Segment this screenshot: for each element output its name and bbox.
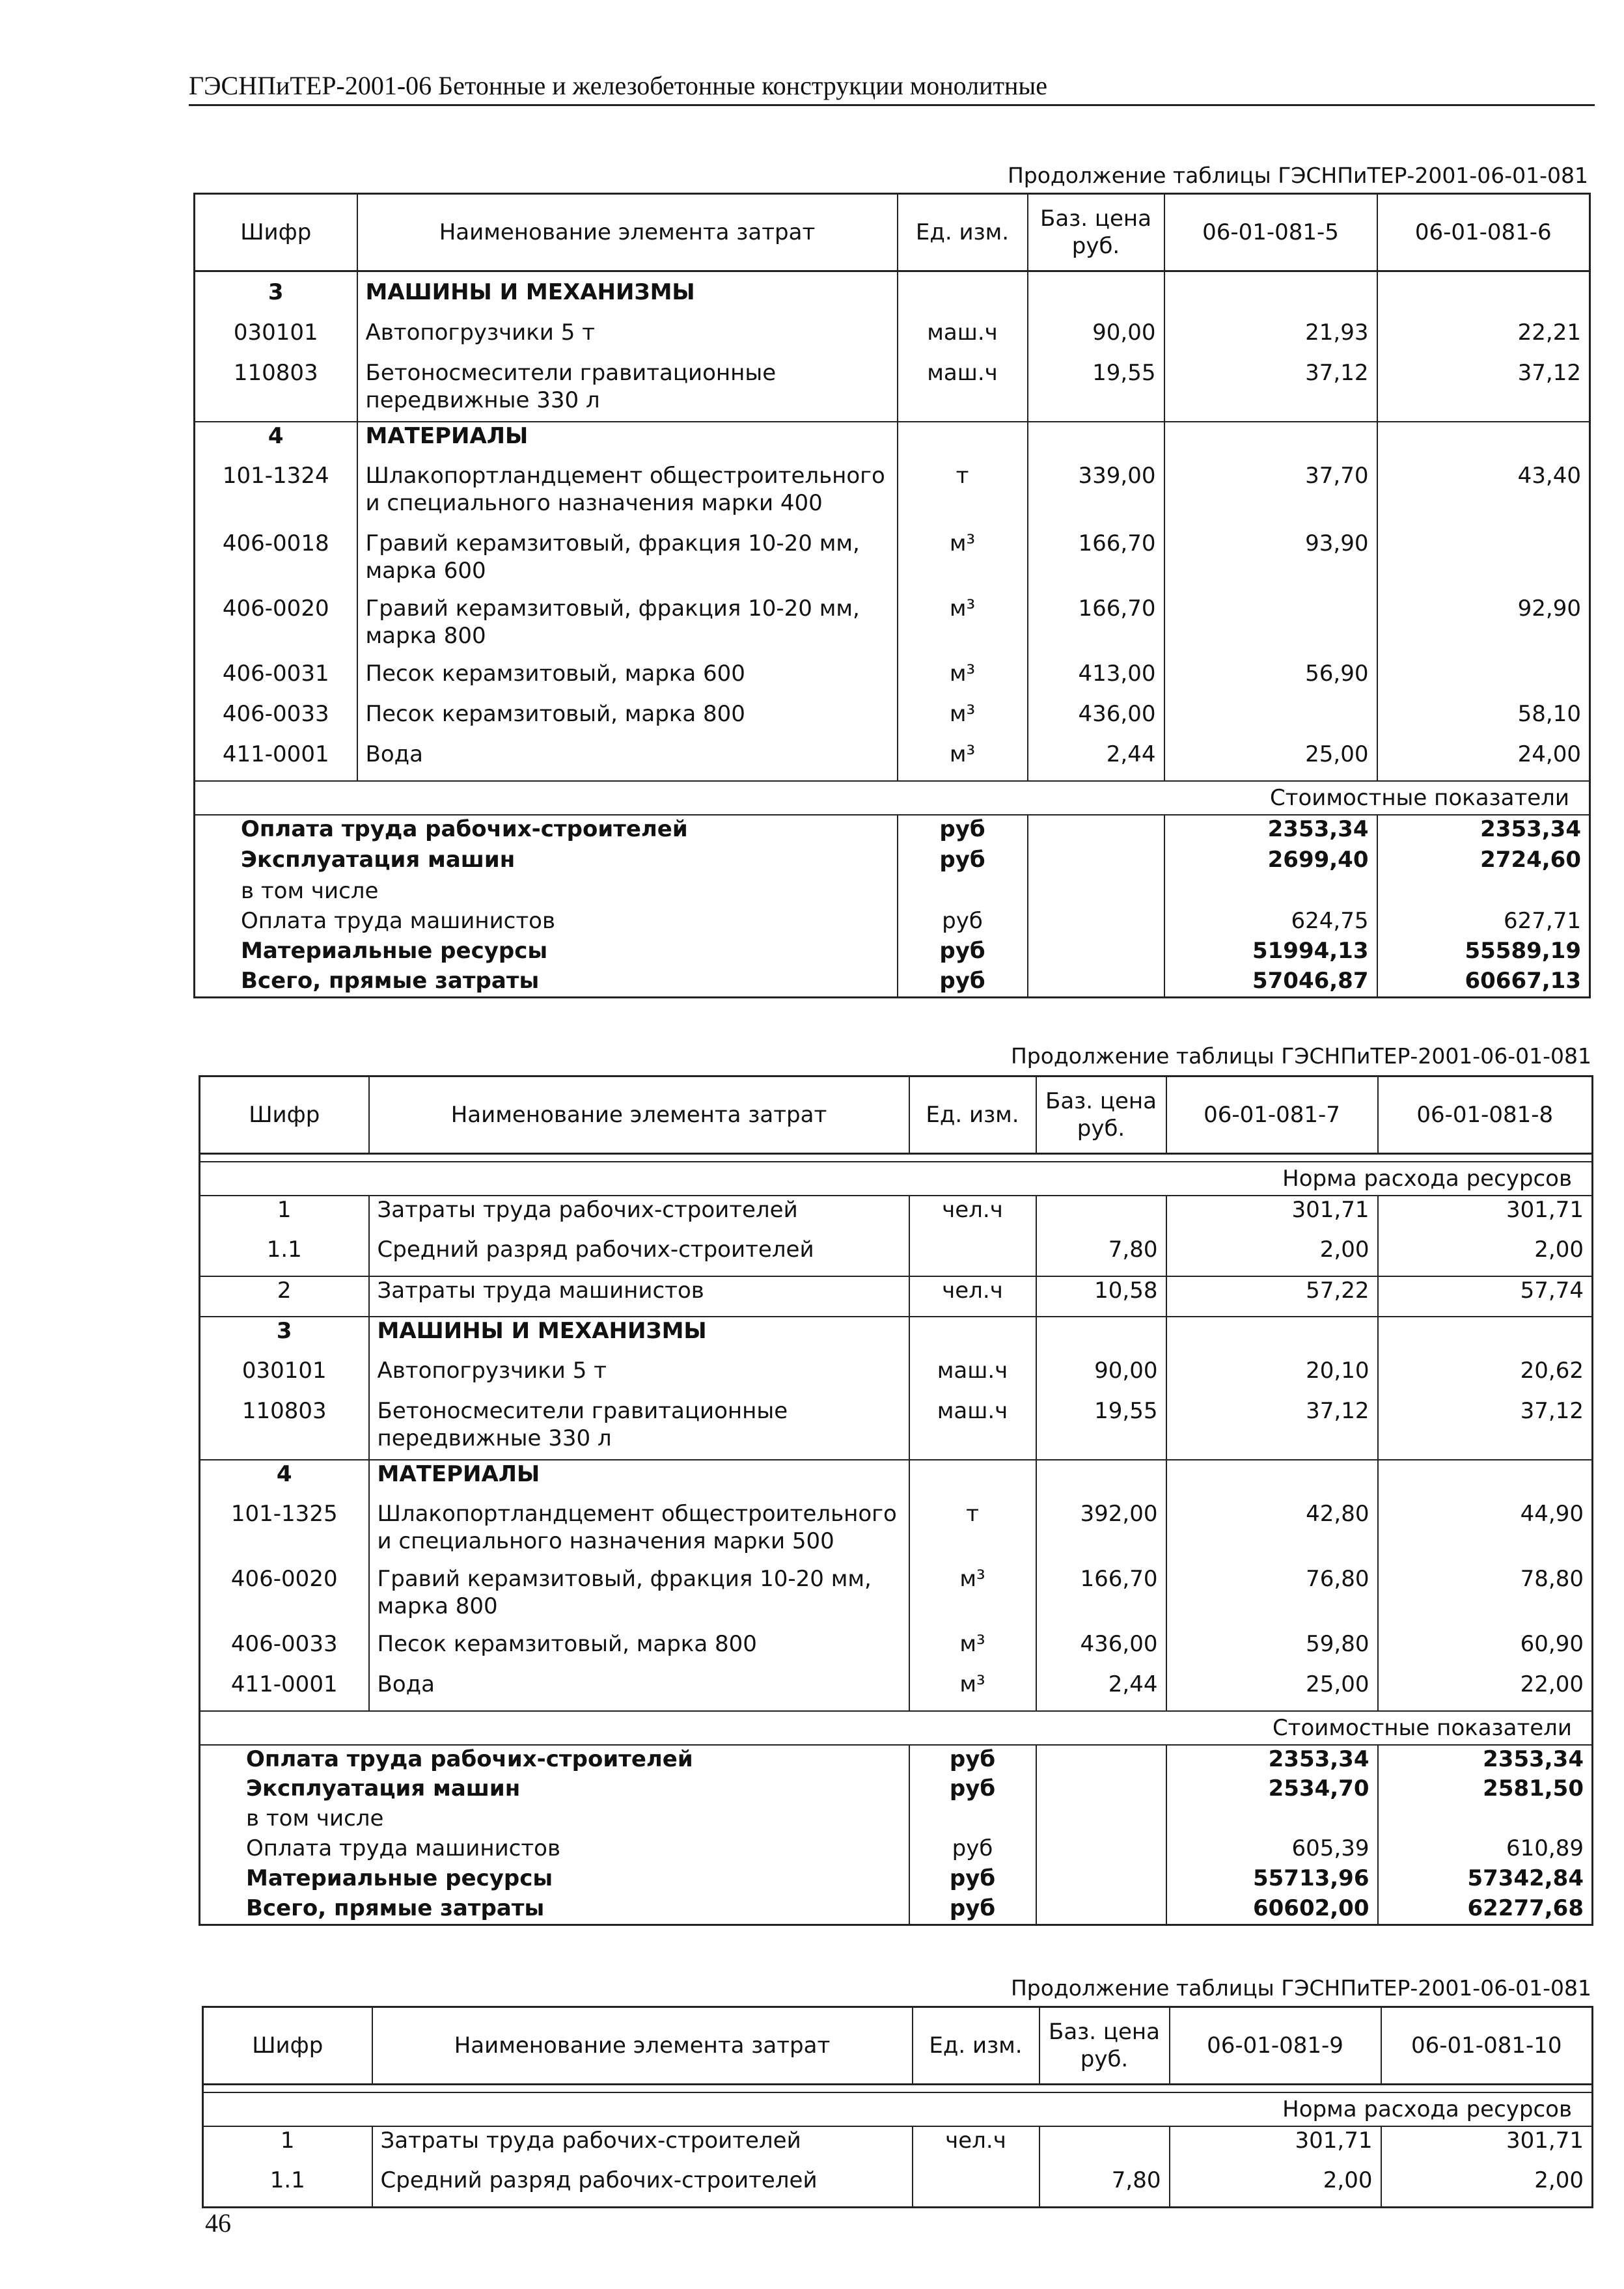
row-code: 030101 bbox=[200, 1357, 369, 1397]
row-value-b: 44,90 bbox=[1378, 1500, 1593, 1565]
table-row bbox=[200, 1317, 1593, 1357]
table-row bbox=[200, 1460, 1593, 1500]
row-price: 436,00 bbox=[1036, 1630, 1166, 1671]
summary-value-a: 624,75 bbox=[1164, 907, 1377, 937]
section-label-norm: Норма расхода ресурсов bbox=[203, 2092, 1593, 2126]
row-unit: м³ bbox=[898, 595, 1028, 660]
header-name: Наименование элемента затрат bbox=[357, 194, 898, 271]
section-band-norm bbox=[203, 2092, 1593, 2126]
row-price bbox=[1039, 2126, 1170, 2167]
section-label-cost: Стоимостные показатели bbox=[195, 781, 1590, 815]
header-price: Баз. цена руб. bbox=[1036, 1076, 1166, 1154]
table-row bbox=[200, 1276, 1593, 1317]
row-unit: чел.ч bbox=[909, 1196, 1036, 1236]
row-name: Гравий керамзитовый, фракция 10-20 мм, марка 800 bbox=[369, 1565, 909, 1630]
table-2-caption: Продолжение таблицы ГЭСНПиТЕР-2001-06-01-081 bbox=[1010, 1043, 1591, 1069]
table-row bbox=[203, 2126, 1593, 2167]
summary-row bbox=[195, 877, 1590, 907]
row-value-a: 2,00 bbox=[1170, 2167, 1381, 2207]
row-price: 166,70 bbox=[1036, 1565, 1166, 1630]
section-band-cost bbox=[195, 781, 1590, 815]
row-name: Средний разряд рабочих-строителей bbox=[372, 2167, 913, 2207]
row-value-b: 22,00 bbox=[1378, 1671, 1593, 1711]
row-price: 166,70 bbox=[1028, 530, 1164, 595]
table-header bbox=[203, 2007, 1593, 2085]
row-name: Песок керамзитовый, марка 800 bbox=[357, 700, 898, 741]
row-unit: м³ bbox=[909, 1671, 1036, 1711]
section-band-cost bbox=[200, 1711, 1593, 1745]
table-row bbox=[195, 319, 1590, 359]
summary-value-b: 55589,19 bbox=[1377, 937, 1590, 967]
summary-label: Всего, прямые затраты bbox=[195, 967, 898, 997]
row-unit: м³ bbox=[898, 660, 1028, 700]
header-unit: Ед. изм. bbox=[913, 2007, 1039, 2085]
summary-value-a: 605,39 bbox=[1166, 1835, 1378, 1865]
row-value-b: 60,90 bbox=[1378, 1630, 1593, 1671]
summary-label: в том числе bbox=[200, 1805, 909, 1835]
row-name: Вода bbox=[369, 1671, 909, 1711]
row-value-a: 301,71 bbox=[1170, 2126, 1381, 2167]
row-value-a: 37,12 bbox=[1166, 1397, 1378, 1460]
table-row bbox=[195, 660, 1590, 700]
row-value-b: 78,80 bbox=[1378, 1565, 1593, 1630]
summary-value-b: 2353,34 bbox=[1377, 815, 1590, 846]
row-code: 030101 bbox=[195, 319, 357, 359]
summary-value-a: 55713,96 bbox=[1166, 1865, 1378, 1895]
table-3-caption: Продолжение таблицы ГЭСНПиТЕР-2001-06-01-081 bbox=[1010, 1975, 1591, 2001]
summary-row bbox=[200, 1835, 1593, 1865]
summary-value-a: 2699,40 bbox=[1164, 846, 1377, 877]
header-unit: Ед. изм. bbox=[898, 194, 1028, 271]
row-value-a: 76,80 bbox=[1166, 1565, 1378, 1630]
summary-value-b: 62277,68 bbox=[1378, 1895, 1593, 1925]
summary-value-b: 2353,34 bbox=[1378, 1745, 1593, 1775]
row-unit: маш.ч bbox=[909, 1357, 1036, 1397]
running-head: ГЭСНПиТЕР-2001-06 Бетонные и железобетонные конструкции монолитные bbox=[189, 70, 1595, 106]
row-value-b: 2,00 bbox=[1381, 2167, 1593, 2207]
row-value-a: 42,80 bbox=[1166, 1500, 1378, 1565]
row-price: 2,44 bbox=[1036, 1671, 1166, 1711]
row-unit: маш.ч bbox=[898, 359, 1028, 422]
row-price: 166,70 bbox=[1028, 595, 1164, 660]
section-band-norm bbox=[200, 1162, 1593, 1196]
row-value-a: 37,70 bbox=[1164, 462, 1377, 530]
row-unit: м³ bbox=[898, 530, 1028, 595]
row-unit: маш.ч bbox=[909, 1397, 1036, 1460]
row-code: 101-1324 bbox=[195, 462, 357, 530]
summary-value-a: 57046,87 bbox=[1164, 967, 1377, 997]
summary-row bbox=[200, 1745, 1593, 1775]
page-number: 46 bbox=[205, 2208, 231, 2238]
summary-row bbox=[200, 1775, 1593, 1805]
summary-label: Оплата труда машинистов bbox=[200, 1835, 909, 1865]
summary-unit: руб bbox=[898, 815, 1028, 846]
row-name: МАТЕРИАЛЫ bbox=[369, 1460, 909, 1500]
summary-unit: руб bbox=[898, 937, 1028, 967]
row-code: 3 bbox=[200, 1317, 369, 1357]
summary-value-b: 2724,60 bbox=[1377, 846, 1590, 877]
table-row bbox=[200, 1671, 1593, 1711]
summary-label: Материальные ресурсы bbox=[195, 937, 898, 967]
row-name: Шлакопортландцемент общестроительного и специального назначения марки 500 bbox=[369, 1500, 909, 1565]
row-value-b: 20,62 bbox=[1378, 1357, 1593, 1397]
row-name: Песок керамзитовый, марка 600 bbox=[357, 660, 898, 700]
summary-value-a: 2534,70 bbox=[1166, 1775, 1378, 1805]
row-code: 406-0020 bbox=[200, 1565, 369, 1630]
header-code: Шифр bbox=[203, 2007, 372, 2085]
header-price: Баз. цена руб. bbox=[1028, 194, 1164, 271]
row-unit: м³ bbox=[898, 700, 1028, 741]
row-name: Автопогрузчики 5 т bbox=[369, 1357, 909, 1397]
row-price: 413,00 bbox=[1028, 660, 1164, 700]
row-price: 19,55 bbox=[1028, 359, 1164, 422]
section-label-norm: Норма расхода ресурсов bbox=[200, 1162, 1593, 1196]
table-row bbox=[195, 530, 1590, 595]
row-name: Бетоносмесители гравитационные передвижные 330 л bbox=[357, 359, 898, 422]
table-row bbox=[200, 1565, 1593, 1630]
row-name: Бетоносмесители гравитационные передвижные 330 л bbox=[369, 1397, 909, 1460]
row-name: МАШИНЫ И МЕХАНИЗМЫ bbox=[369, 1317, 909, 1357]
row-value-b: 58,10 bbox=[1377, 700, 1590, 741]
row-value-a: 37,12 bbox=[1164, 359, 1377, 422]
summary-value-b: 610,89 bbox=[1378, 1835, 1593, 1865]
row-name: МАТЕРИАЛЫ bbox=[357, 422, 898, 462]
row-code: 1 bbox=[203, 2126, 372, 2167]
table-row bbox=[195, 595, 1590, 660]
table-row bbox=[200, 1236, 1593, 1276]
summary-row bbox=[195, 907, 1590, 937]
row-value-a: 25,00 bbox=[1166, 1671, 1378, 1711]
row-code: 406-0020 bbox=[195, 595, 357, 660]
table-2 bbox=[199, 1075, 1593, 1926]
summary-unit: руб bbox=[909, 1775, 1036, 1805]
row-price: 19,55 bbox=[1036, 1397, 1166, 1460]
row-name: Средний разряд рабочих-строителей bbox=[369, 1236, 909, 1276]
summary-row bbox=[195, 846, 1590, 877]
row-value-b bbox=[1377, 660, 1590, 700]
header-col-a: 06-01-081-9 bbox=[1170, 2007, 1381, 2085]
row-price bbox=[1036, 1196, 1166, 1236]
row-price: 7,80 bbox=[1039, 2167, 1170, 2207]
summary-row bbox=[195, 967, 1590, 997]
header-name: Наименование элемента затрат bbox=[372, 2007, 913, 2085]
row-value-a bbox=[1164, 700, 1377, 741]
row-name: Затраты труда рабочих-строителей bbox=[372, 2126, 913, 2167]
row-value-a bbox=[1164, 595, 1377, 660]
summary-unit: руб bbox=[898, 967, 1028, 997]
table-row bbox=[195, 741, 1590, 781]
summary-value-b: 627,71 bbox=[1377, 907, 1590, 937]
row-unit: маш.ч bbox=[898, 319, 1028, 359]
summary-unit: руб bbox=[898, 846, 1028, 877]
row-code: 1.1 bbox=[203, 2167, 372, 2207]
summary-row bbox=[200, 1895, 1593, 1925]
table-row bbox=[200, 1357, 1593, 1397]
row-price: 90,00 bbox=[1036, 1357, 1166, 1397]
row-value-a: 21,93 bbox=[1164, 319, 1377, 359]
row-price: 10,58 bbox=[1036, 1276, 1166, 1317]
row-code: 1.1 bbox=[200, 1236, 369, 1276]
row-name: Затраты труда рабочих-строителей bbox=[369, 1196, 909, 1236]
table-1 bbox=[193, 193, 1591, 998]
row-unit: чел.ч bbox=[913, 2126, 1039, 2167]
table-row bbox=[200, 1630, 1593, 1671]
row-value-a: 56,90 bbox=[1164, 660, 1377, 700]
row-price: 7,80 bbox=[1036, 1236, 1166, 1276]
row-value-b: 301,71 bbox=[1381, 2126, 1593, 2167]
summary-value-b: 57342,84 bbox=[1378, 1865, 1593, 1895]
row-code: 110803 bbox=[200, 1397, 369, 1460]
row-name: Гравий керамзитовый, фракция 10-20 мм, марка 800 bbox=[357, 595, 898, 660]
table-header bbox=[200, 1076, 1593, 1154]
summary-label: Эксплуатация машин bbox=[200, 1775, 909, 1805]
summary-unit: руб bbox=[909, 1745, 1036, 1775]
summary-label: Материальные ресурсы bbox=[200, 1865, 909, 1895]
table-1-caption: Продолжение таблицы ГЭСНПиТЕР-2001-06-01-081 bbox=[1007, 163, 1588, 188]
table-3 bbox=[202, 2006, 1593, 2208]
summary-value-a: 2353,34 bbox=[1166, 1745, 1378, 1775]
row-value-b: 92,90 bbox=[1377, 595, 1590, 660]
table-row bbox=[195, 422, 1590, 462]
row-unit: м³ bbox=[909, 1565, 1036, 1630]
row-value-b: 37,12 bbox=[1378, 1397, 1593, 1460]
summary-label: в том числе bbox=[195, 877, 898, 907]
table-row bbox=[200, 1196, 1593, 1236]
header-name: Наименование элемента затрат bbox=[369, 1076, 909, 1154]
row-name: Затраты труда машинистов bbox=[369, 1276, 909, 1317]
row-code: 110803 bbox=[195, 359, 357, 422]
row-code: 3 bbox=[195, 279, 357, 319]
row-unit: т bbox=[909, 1500, 1036, 1565]
row-value-a: 93,90 bbox=[1164, 530, 1377, 595]
row-unit bbox=[913, 2167, 1039, 2207]
summary-value-a: 2353,34 bbox=[1164, 815, 1377, 846]
row-name: Вода bbox=[357, 741, 898, 781]
table-row bbox=[195, 279, 1590, 319]
header-col-a: 06-01-081-7 bbox=[1166, 1076, 1378, 1154]
row-value-a: 59,80 bbox=[1166, 1630, 1378, 1671]
row-price: 90,00 bbox=[1028, 319, 1164, 359]
summary-unit: руб bbox=[898, 907, 1028, 937]
row-code: 101-1325 bbox=[200, 1500, 369, 1565]
header-code: Шифр bbox=[195, 194, 357, 271]
summary-unit: руб bbox=[909, 1895, 1036, 1925]
row-price: 436,00 bbox=[1028, 700, 1164, 741]
row-code: 4 bbox=[200, 1460, 369, 1500]
summary-label: Оплата труда машинистов bbox=[195, 907, 898, 937]
summary-row bbox=[195, 937, 1590, 967]
header-code: Шифр bbox=[200, 1076, 369, 1154]
row-value-a: 57,22 bbox=[1166, 1276, 1378, 1317]
row-price: 339,00 bbox=[1028, 462, 1164, 530]
row-value-b: 24,00 bbox=[1377, 741, 1590, 781]
row-code: 411-0001 bbox=[200, 1671, 369, 1711]
row-code: 406-0018 bbox=[195, 530, 357, 595]
row-name: МАШИНЫ И МЕХАНИЗМЫ bbox=[357, 279, 898, 319]
row-code: 4 bbox=[195, 422, 357, 462]
row-price: 392,00 bbox=[1036, 1500, 1166, 1565]
row-value-b: 2,00 bbox=[1378, 1236, 1593, 1276]
row-value-b bbox=[1377, 530, 1590, 595]
table-row bbox=[203, 2167, 1593, 2207]
header-col-a: 06-01-081-5 bbox=[1164, 194, 1377, 271]
section-label-cost: Стоимостные показатели bbox=[200, 1711, 1593, 1745]
row-value-a: 2,00 bbox=[1166, 1236, 1378, 1276]
summary-label: Оплата труда рабочих-строителей bbox=[195, 815, 898, 846]
summary-unit: руб bbox=[909, 1835, 1036, 1865]
row-value-b: 57,74 bbox=[1378, 1276, 1593, 1317]
header-unit: Ед. изм. bbox=[909, 1076, 1036, 1154]
row-code: 406-0031 bbox=[195, 660, 357, 700]
row-code: 1 bbox=[200, 1196, 369, 1236]
row-unit: м³ bbox=[898, 741, 1028, 781]
summary-row bbox=[200, 1805, 1593, 1835]
summary-label: Эксплуатация машин bbox=[195, 846, 898, 877]
summary-value-b: 2581,50 bbox=[1378, 1775, 1593, 1805]
row-value-a: 301,71 bbox=[1166, 1196, 1378, 1236]
header-col-b: 06-01-081-10 bbox=[1381, 2007, 1593, 2085]
row-value-b: 37,12 bbox=[1377, 359, 1590, 422]
summary-value-a: 60602,00 bbox=[1166, 1895, 1378, 1925]
row-value-a: 20,10 bbox=[1166, 1357, 1378, 1397]
row-name: Шлакопортландцемент общестроительного и специального назначения марки 400 bbox=[357, 462, 898, 530]
table-row bbox=[200, 1500, 1593, 1565]
header-col-b: 06-01-081-6 bbox=[1377, 194, 1590, 271]
row-value-b: 301,71 bbox=[1378, 1196, 1593, 1236]
row-unit bbox=[909, 1236, 1036, 1276]
summary-unit: руб bbox=[909, 1865, 1036, 1895]
row-price: 2,44 bbox=[1028, 741, 1164, 781]
row-name: Песок керамзитовый, марка 800 bbox=[369, 1630, 909, 1671]
row-code: 2 bbox=[200, 1276, 369, 1317]
row-unit: т bbox=[898, 462, 1028, 530]
table-row bbox=[200, 1397, 1593, 1460]
row-code: 406-0033 bbox=[200, 1630, 369, 1671]
row-unit: м³ bbox=[909, 1630, 1036, 1671]
row-name: Автопогрузчики 5 т bbox=[357, 319, 898, 359]
row-value-b: 43,40 bbox=[1377, 462, 1590, 530]
summary-label: Всего, прямые затраты bbox=[200, 1895, 909, 1925]
row-name: Гравий керамзитовый, фракция 10-20 мм, марка 600 bbox=[357, 530, 898, 595]
header-price: Баз. цена руб. bbox=[1039, 2007, 1170, 2085]
table-header bbox=[195, 194, 1590, 271]
row-code: 411-0001 bbox=[195, 741, 357, 781]
row-value-b: 22,21 bbox=[1377, 319, 1590, 359]
table-row bbox=[195, 359, 1590, 422]
summary-value-b: 60667,13 bbox=[1377, 967, 1590, 997]
summary-value-a: 51994,13 bbox=[1164, 937, 1377, 967]
header-col-b: 06-01-081-8 bbox=[1378, 1076, 1593, 1154]
summary-row bbox=[195, 815, 1590, 846]
row-code: 406-0033 bbox=[195, 700, 357, 741]
table-row bbox=[195, 462, 1590, 530]
row-value-a: 25,00 bbox=[1164, 741, 1377, 781]
table-row bbox=[195, 700, 1590, 741]
summary-row bbox=[200, 1865, 1593, 1895]
row-unit: чел.ч bbox=[909, 1276, 1036, 1317]
summary-label: Оплата труда рабочих-строителей bbox=[200, 1745, 909, 1775]
